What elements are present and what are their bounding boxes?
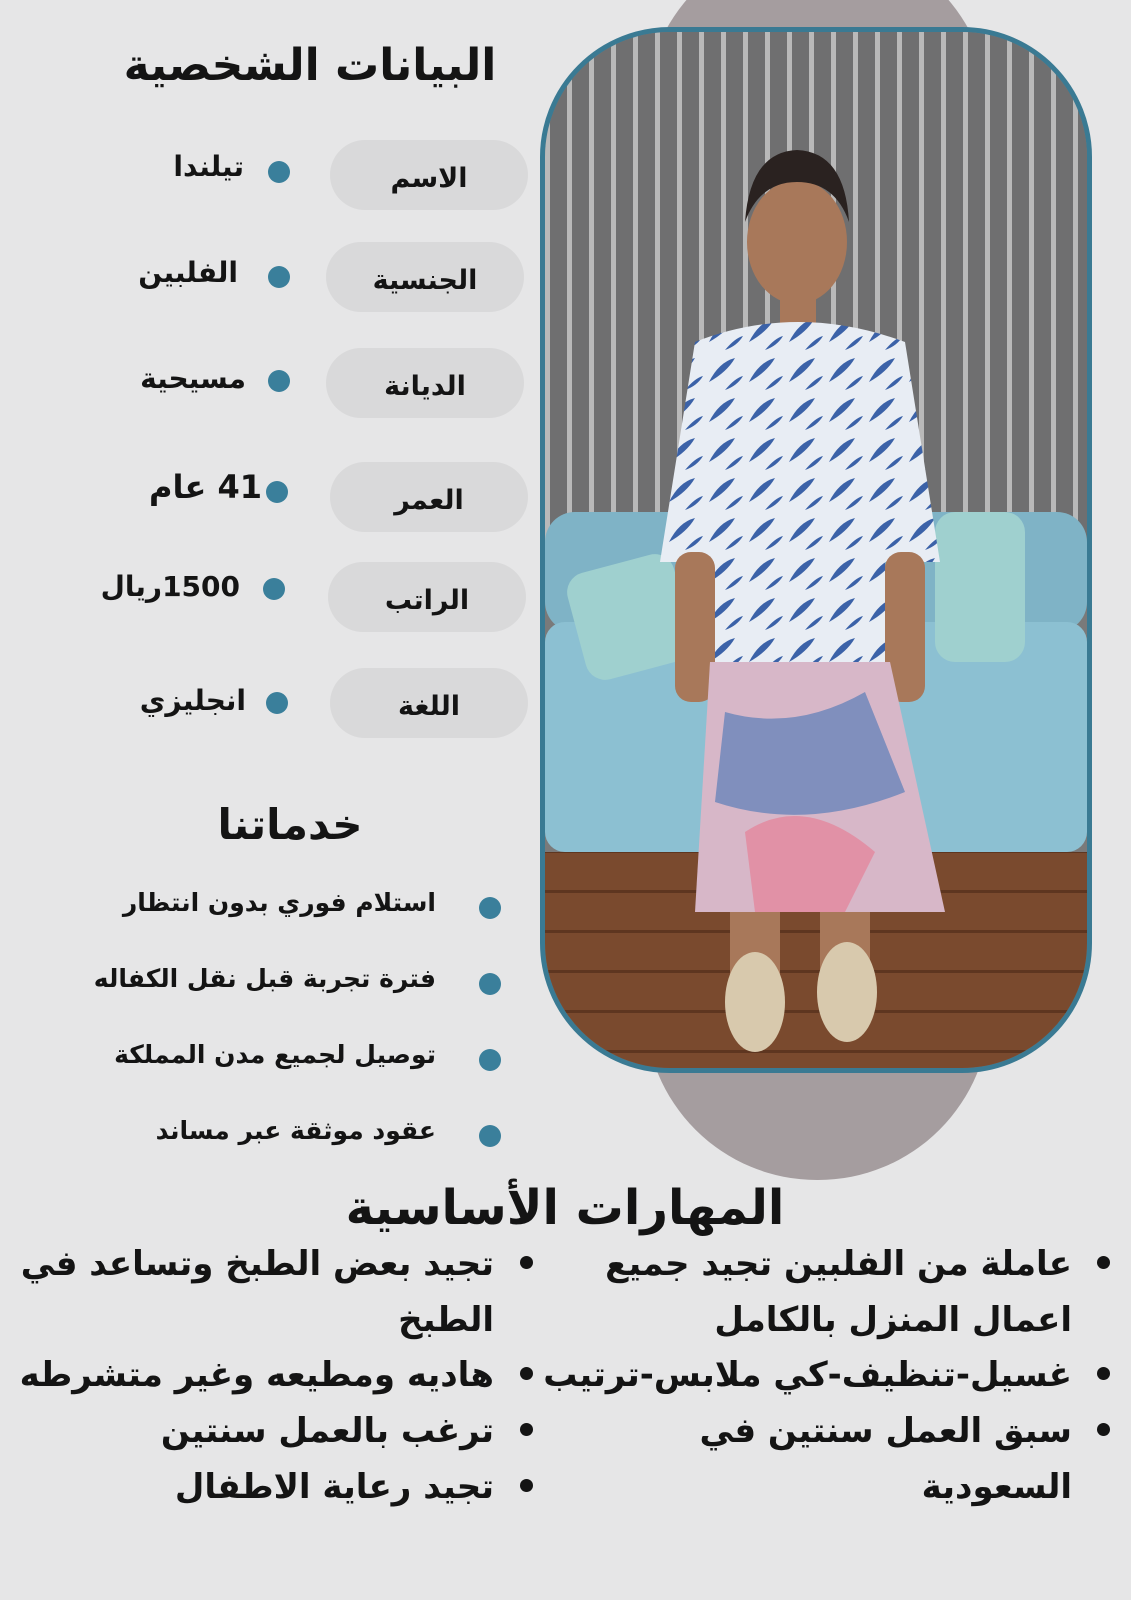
- skills-title: المهارات الأساسية: [345, 1180, 785, 1236]
- bullet-dot: [520, 1423, 533, 1436]
- service-item: فترة تجربة قبل نقل الكفاله: [93, 964, 436, 993]
- skill-item: سبق العمل سنتين في السعودية: [699, 1411, 1072, 1507]
- skill-item: هاديه ومطيعه وغير متشرطه: [19, 1355, 494, 1395]
- bullet-dot: [1097, 1367, 1110, 1380]
- skill-item: غسيل-تنظيف-كي ملابس-ترتيب: [543, 1355, 1072, 1395]
- worker-photo: [540, 27, 1092, 1073]
- label-language: اللغة: [330, 668, 528, 738]
- value-name: تيلندا: [173, 150, 244, 183]
- skill-item: ترغب بالعمل سنتين: [160, 1411, 494, 1451]
- bullet-dot: [266, 692, 288, 714]
- value-language: انجليزي: [139, 684, 246, 717]
- bullet-dot: [479, 973, 501, 995]
- label-nationality: الجنسية: [326, 242, 524, 312]
- bullet-dot: [479, 1049, 501, 1071]
- service-item: استلام فوري بدون انتظار: [122, 888, 436, 917]
- label-religion: الديانة: [326, 348, 524, 418]
- value-religion: مسيحية: [140, 362, 246, 395]
- bullet-dot: [1097, 1256, 1110, 1269]
- value-salary: 1500ريال: [100, 570, 240, 603]
- services-title: خدماتنا: [217, 800, 363, 849]
- bullet-dot: [266, 481, 288, 503]
- bullet-dot: [520, 1367, 533, 1380]
- bullet-dot: [520, 1256, 533, 1269]
- bullet-dot: [520, 1479, 533, 1492]
- bullet-dot: [1097, 1423, 1110, 1436]
- value-age: 41 عام: [149, 468, 262, 506]
- bullet-dot: [263, 578, 285, 600]
- label-age: العمر: [330, 462, 528, 532]
- personal-data-title: البيانات الشخصية: [123, 40, 497, 91]
- label-name: الاسم: [330, 140, 528, 210]
- skill-item: عاملة من الفلبين تجيد جميع اعمال المنزل بالكامل: [605, 1244, 1072, 1340]
- service-item: عقود موثقة عبر مساند: [155, 1116, 436, 1145]
- worker-photo-illustration: [545, 32, 1087, 1068]
- bullet-dot: [268, 161, 290, 183]
- label-salary: الراتب: [328, 562, 526, 632]
- skill-item: تجيد بعض الطبخ وتساعد في الطبخ: [20, 1244, 494, 1340]
- skill-item: تجيد رعاية الاطفال: [174, 1467, 494, 1507]
- service-item: توصيل لجميع مدن المملكة: [114, 1040, 436, 1069]
- bullet-dot: [479, 1125, 501, 1147]
- value-nationality: الفلبين: [138, 256, 238, 289]
- bullet-dot: [268, 370, 290, 392]
- bullet-dot: [479, 897, 501, 919]
- bullet-dot: [268, 266, 290, 288]
